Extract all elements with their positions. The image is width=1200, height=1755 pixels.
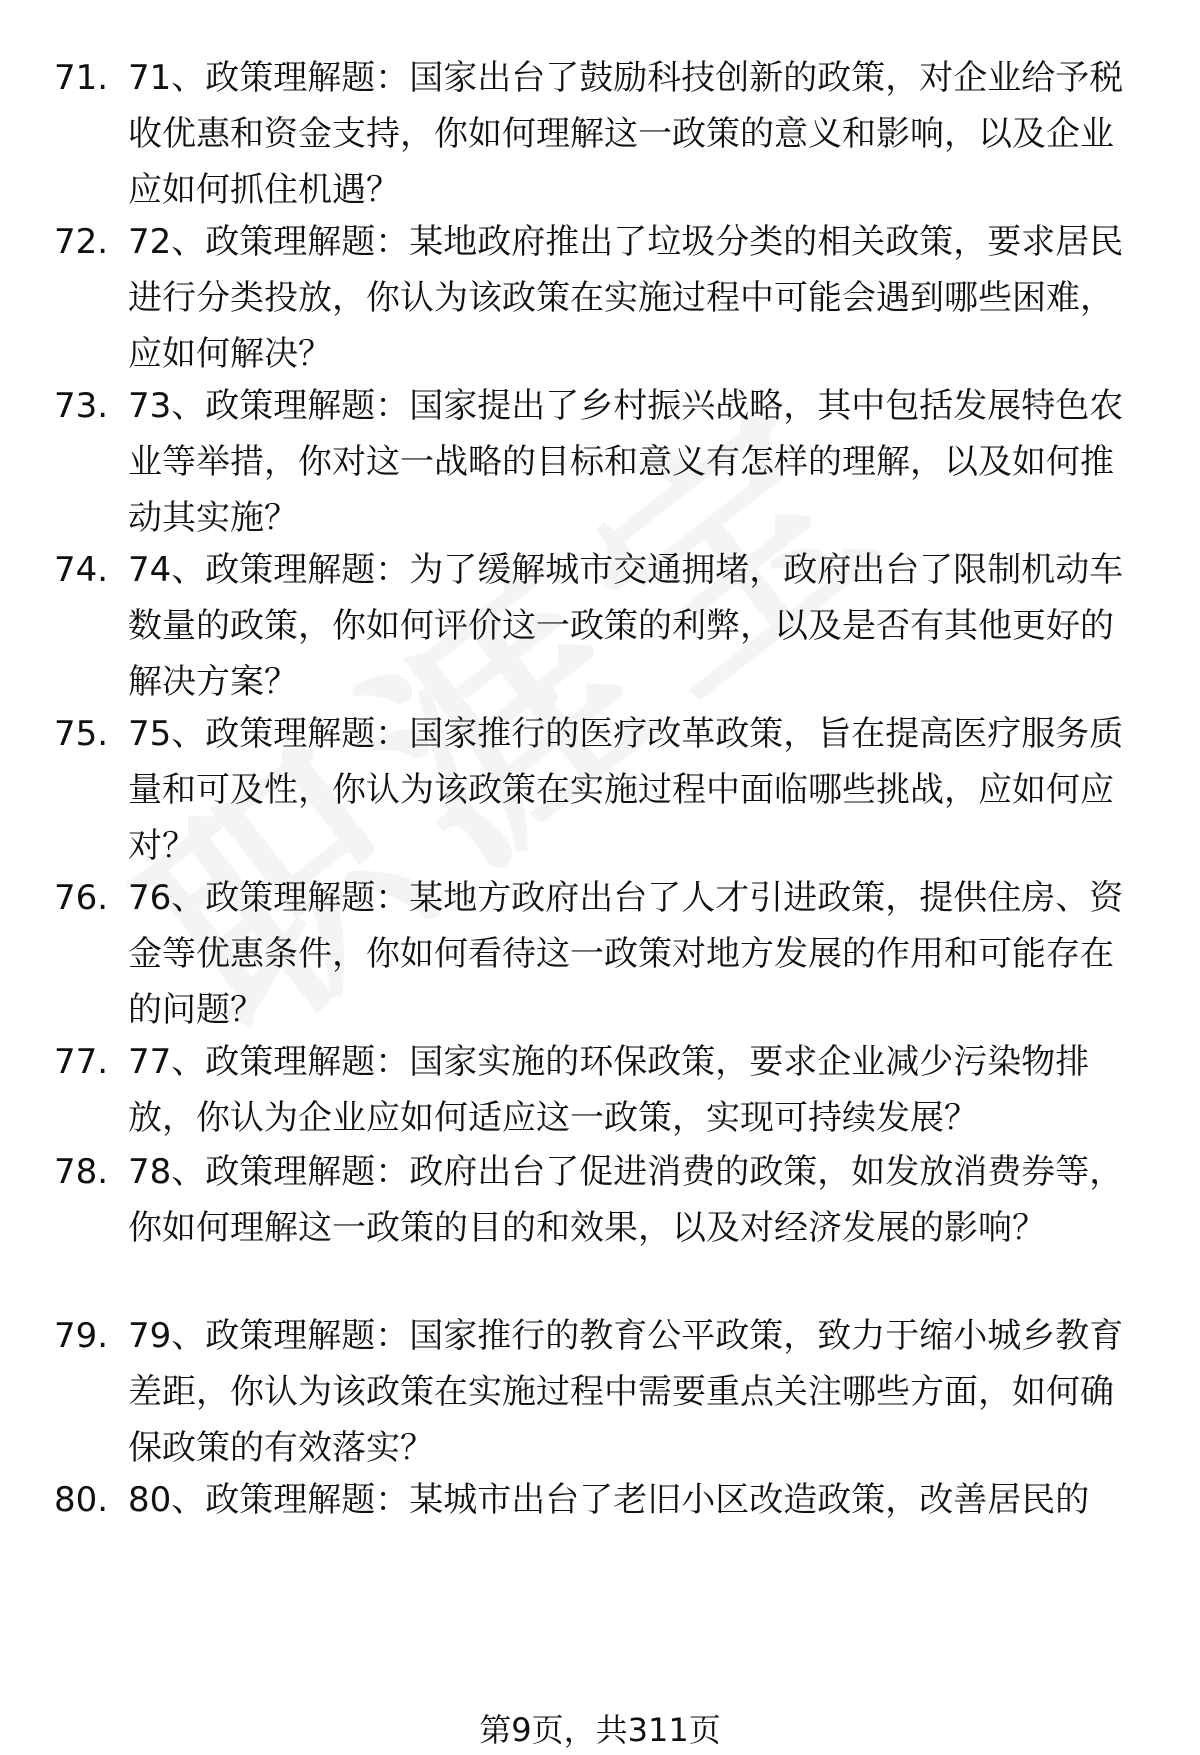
question-text: 76、政策理解题：某地方政府出台了人才引进政策，提供住房、资金等优惠条件，你如何看待这一政策对地方发展的作用和可能存在的问题？	[128, 878, 1124, 1030]
question-number: 75.	[54, 714, 109, 754]
question-number: 76.	[54, 878, 109, 918]
question-number: 79.	[54, 1316, 109, 1356]
question-text: 74、政策理解题：为了缓解城市交通拥堵，政府出台了限制机动车数量的政策，你如何评价这一政策的利弊，以及是否有其他更好的解决方案？	[128, 550, 1124, 702]
question-text: 80、政策理解题：某城市出台了老旧小区改造政策，改善居民的	[128, 1480, 1090, 1520]
question-number: 77.	[54, 1042, 109, 1082]
question-number: 78.	[54, 1152, 109, 1192]
question-number: 71.	[54, 58, 109, 98]
question-text: 71、政策理解题：国家出台了鼓励科技创新的政策，对企业给予税收优惠和资金支持，你如何理解这一政策的意义和影响，以及企业应如何抓住机遇？	[128, 58, 1124, 210]
question-number: 74.	[54, 550, 109, 590]
question-text: 78、政策理解题：政府出台了促进消费的政策，如发放消费券等，你如何理解这一政策的目的和效果，以及对经济发展的影响？	[128, 1152, 1124, 1248]
question-number: 80.	[54, 1480, 109, 1520]
question-number: 72.	[54, 222, 109, 262]
question-text: 72、政策理解题：某地政府推出了垃圾分类的相关政策，要求居民进行分类投放，你认为该政策在实施过程中可能会遇到哪些困难，应如何解决？	[128, 222, 1124, 374]
question-text: 79、政策理解题：国家推行的教育公平政策，致力于缩小城乡教育差距，你认为该政策在实施过程中需要重点关注哪些方面，如何确保政策的有效落实？	[128, 1316, 1124, 1468]
page-footer: 第9页，共311页	[479, 1711, 721, 1749]
question-text: 73、政策理解题：国家提出了乡村振兴战略，其中包括发展特色农业等举措，你对这一战略的目标和意义有怎样的理解，以及如何推动其实施？	[128, 386, 1124, 538]
question-number: 73.	[54, 386, 109, 426]
question-text: 77、政策理解题：国家实施的环保政策，要求企业减少污染物排放，你认为企业应如何适应这一政策，实现可持续发展？	[128, 1042, 1090, 1138]
question-text: 75、政策理解题：国家推行的医疗改革政策，旨在提高医疗服务质量和可及性，你认为该政策在实施过程中面临哪些挑战，应如何应对？	[128, 714, 1124, 866]
